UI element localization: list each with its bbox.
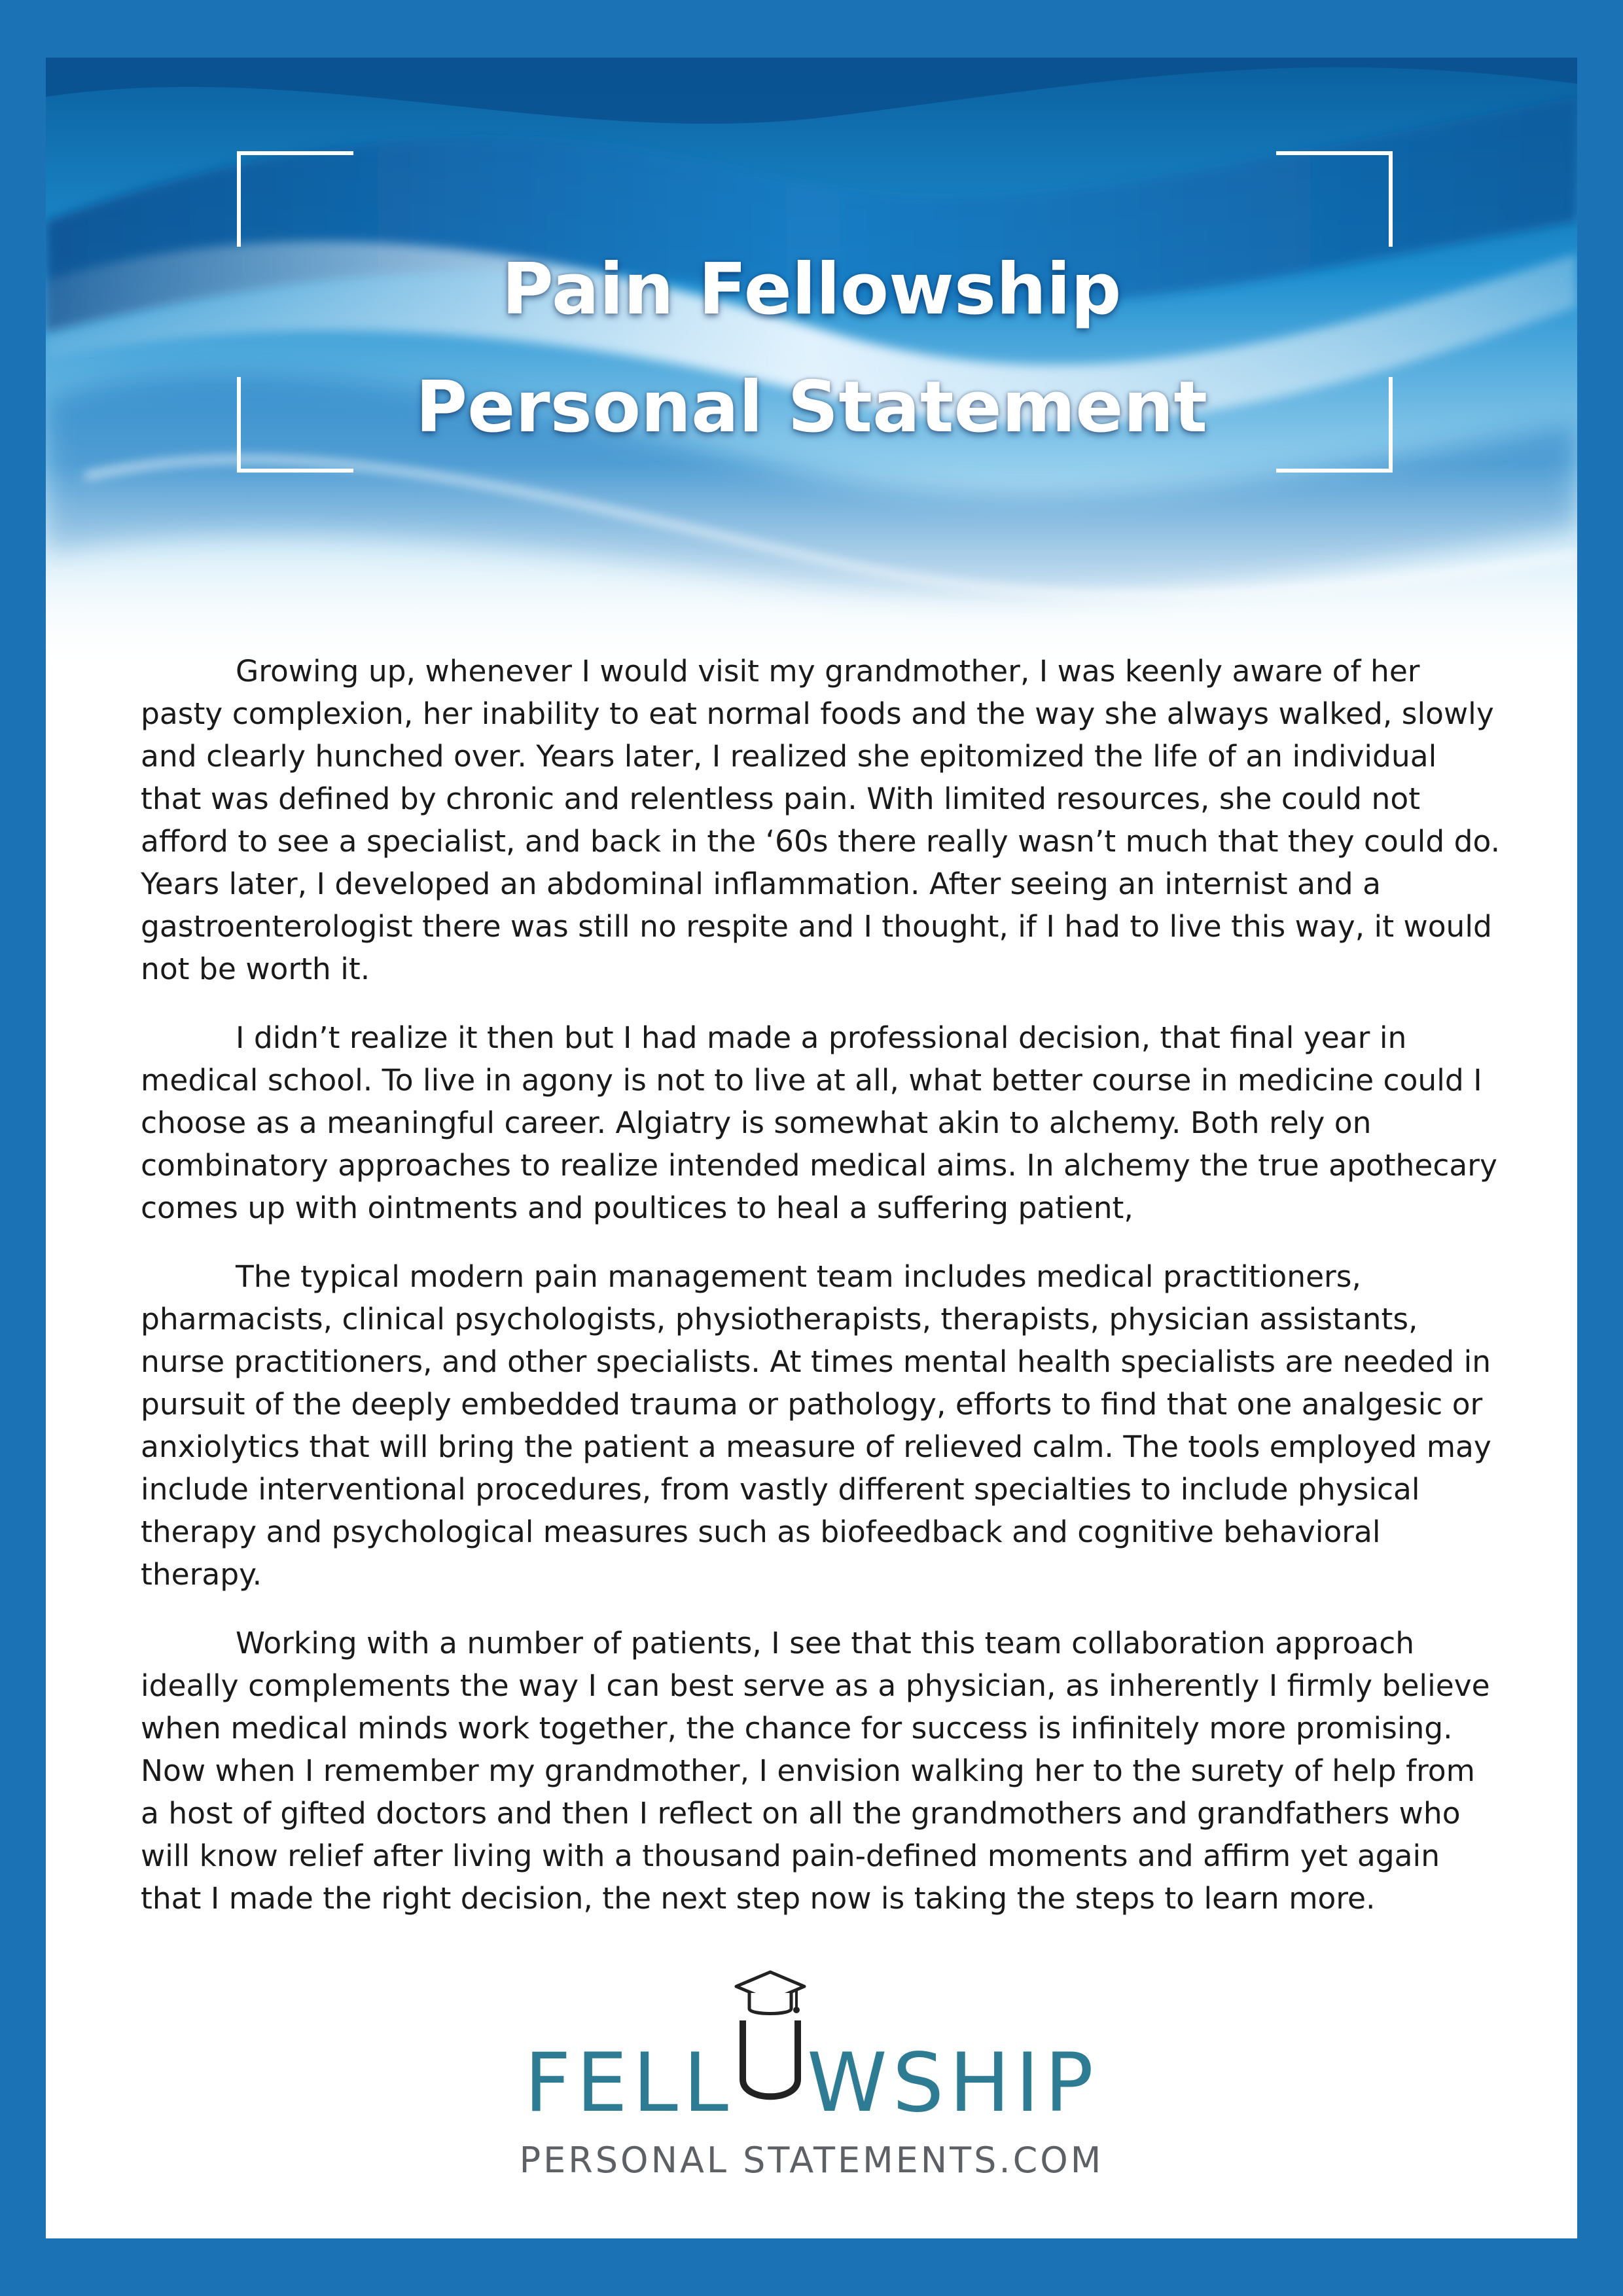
paragraph: The typical modern pain management team includes medical practitioners, pharmacists, clinical psychologists, physiotherapists, therapists, physician assistants, nurse practitioners, and other specialists. At times mental health specialists are needed in pursuit of the deeply embedded trauma or pathology, efforts to find that one analgesic or anxiolytics that will bring the patient a measure of relieved calm. The tools employed may include interventional procedures, from vastly different specialties to include physical therapy and psychological measures such as biofeedback and cognitive behavioral therapy. xyxy=(141,1259,1491,1592)
page-title-line-2: Personal Statement xyxy=(416,367,1207,448)
header-banner xyxy=(46,58,1577,673)
graduation-cap-icon xyxy=(734,2045,807,2111)
paragraph: Working with a number of patients, I see that this team collaboration approach ideally complements the way I can best serve as a physician, as inherently I firmly believe when medical minds work together, the chance for success is infinitely more promising. Now when I remember my grandmother, I envision walking her to the surety of help from a host of gifted doctors and then I reflect on all the grandmothers and grandfathers who will know relief after living with a thousand pain-defined moments and affirm yet again that I made the right decision, the next step now is taking the steps to learn more. xyxy=(141,1626,1490,1916)
paragraph: I didn’t realize it then but I had made a professional decision, that final year in medical school. To live in agony is not to live at all, what better course in medicine could I choose as a meaningful career. Algiatry is somewhat akin to alchemy. Both rely on combinatory approaches to realize intended medical aims. In alchemy the true apothecary comes up with ointments and poultices to heal a suffering patient, xyxy=(141,1020,1497,1225)
frame-corner-top-left xyxy=(237,151,353,247)
statement-body xyxy=(141,650,1502,1946)
logo-text-after-o: WSHIP xyxy=(806,2036,1099,2130)
frame-corner-top-right xyxy=(1276,151,1393,247)
logo-subtitle: PERSONAL STATEMENTS.COM xyxy=(519,2140,1104,2181)
paragraph: Growing up, whenever I would visit my grandmother, I was keenly aware of her pasty complexion, her inability to eat normal foods and the way she always walked, slowly and clearly hunched over. Years later, I realized she epitomized the life of an individual that was defined by chronic and relentless pain. With limited resources, she could not afford to see a specialist, and back in the ‘60s there really wasn’t much that they could do. Years later, I developed an abdominal inflammation. After seeing an internist and a gastroenterologist there was still no respite and I thought, if I had to live this way, it would not be worth it. xyxy=(141,654,1501,986)
page-title-line-1: Pain Fellowship xyxy=(501,249,1122,331)
logo-text-before-o: FELL xyxy=(524,2036,734,2130)
logo-wordmark xyxy=(46,2034,1577,2132)
brand-logo xyxy=(46,2034,1577,2191)
document-page xyxy=(46,58,1577,2238)
